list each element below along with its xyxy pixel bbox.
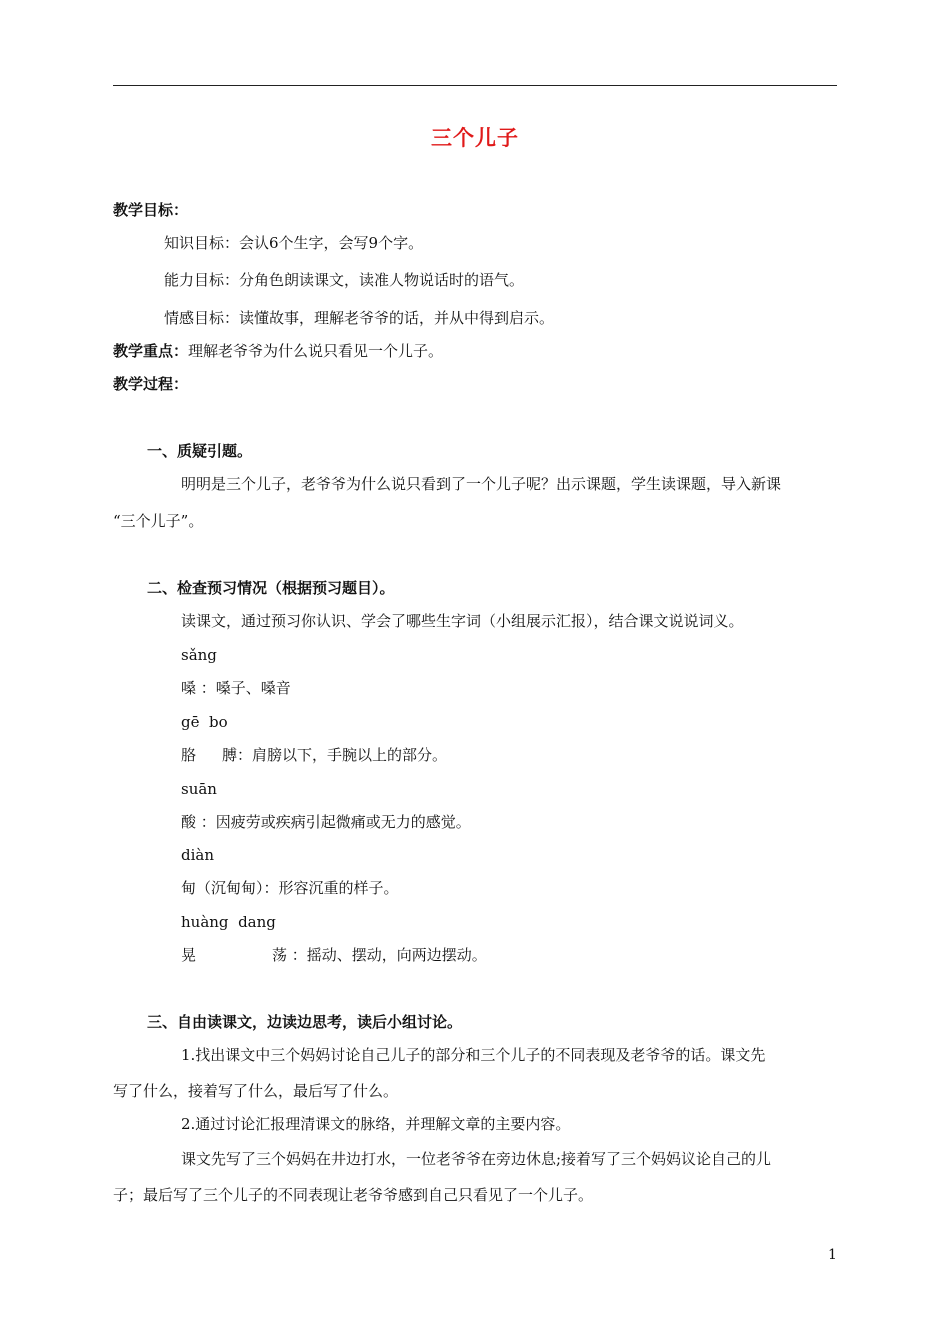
teaching-focus-text: 理解老爷爷为什么说只看见一个儿子。 xyxy=(188,342,444,360)
word4-char: 甸（沉甸甸） xyxy=(181,879,264,897)
word1-entry xyxy=(181,678,291,698)
word1-char: 嗓 xyxy=(181,679,197,697)
word3-entry xyxy=(181,812,471,832)
word3-definition: ：因疲劳或疾病引起微痛或无力的感觉。 xyxy=(196,813,471,831)
section2-intro: 读课文，通过预习你认识、学会了哪些生字词（小组展示汇报），结合课文说说词义。 xyxy=(181,612,744,630)
document-title: 三个儿子 xyxy=(431,125,519,150)
section3-p1-line2: 写了什么，接着写了什么，最后写了什么。 xyxy=(113,1082,399,1100)
word3-pinyin: suān xyxy=(181,780,217,798)
word5-definition: ：摇动、摆动，向两边摆动。 xyxy=(287,946,487,964)
section1-text-line1: 明明是三个儿子，老爷爷为什么说只看到了一个儿子呢？出示课题，学生读课题，导入新课 xyxy=(181,475,782,493)
word4-entry xyxy=(181,878,399,898)
teaching-focus-label: 教学重点： xyxy=(113,342,189,360)
section1-heading: 一、质疑引题。 xyxy=(147,442,253,460)
section3-p3-line1: 课文先写了三个妈妈在井边打水，一位老爷爷在旁边休息;接着写了三个妈妈议论自己的儿 xyxy=(181,1150,772,1168)
section3-p2: 2.通过讨论汇报理清课文的脉络，并理解文章的主要内容。 xyxy=(181,1115,571,1133)
word1-definition: ：嗓子、嗓音 xyxy=(196,679,291,697)
word5-char1: 晃 xyxy=(181,946,197,964)
word2-definition: ：肩膀以下，手腕以上的部分。 xyxy=(237,746,448,764)
word4-definition: ：形容沉重的样子。 xyxy=(263,879,399,897)
page-number: 1 xyxy=(828,1247,837,1263)
word2-pinyin: gē bo xyxy=(181,713,228,731)
process-heading: 教学过程： xyxy=(113,375,189,393)
section1-text-line2: “三个儿子”。 xyxy=(113,512,204,530)
objectives-heading: 教学目标： xyxy=(113,201,189,219)
word2-char2: 膊 xyxy=(222,746,238,764)
word5-entry xyxy=(181,945,487,965)
section3-heading: 三、自由读课文，边读边思考，读后小组讨论。 xyxy=(147,1013,463,1031)
word5-pinyin: huàng dang xyxy=(181,913,276,931)
word5-char2: 荡 xyxy=(272,946,288,964)
section3-p1-line1: 1.找出课文中三个妈妈讨论自己儿子的部分和三个儿子的不同表现及老爷爷的话。课文先 xyxy=(181,1046,766,1064)
word1-pinyin: sǎng xyxy=(181,646,217,664)
word2-entry xyxy=(181,745,447,765)
objective-ability: 能力目标：分角色朗读课文，读准人物说话时的语气。 xyxy=(164,271,525,289)
word3-char: 酸 xyxy=(181,813,197,831)
word2-char1: 胳 xyxy=(181,746,197,764)
teaching-focus xyxy=(113,341,443,361)
word4-pinyin: diàn xyxy=(181,846,215,864)
objective-emotion: 情感目标：读懂故事，理解老爷爷的话，并从中得到启示。 xyxy=(164,309,555,327)
header-rule xyxy=(113,85,837,86)
section2-heading: 二、检查预习情况（根据预习题目）。 xyxy=(147,579,395,597)
section3-p3-line2: 子；最后写了三个儿子的不同表现让老爷爷感到自己只看见了一个儿子。 xyxy=(113,1186,594,1204)
objective-knowledge: 知识目标：会认6个生字，会写9个字。 xyxy=(164,234,424,252)
